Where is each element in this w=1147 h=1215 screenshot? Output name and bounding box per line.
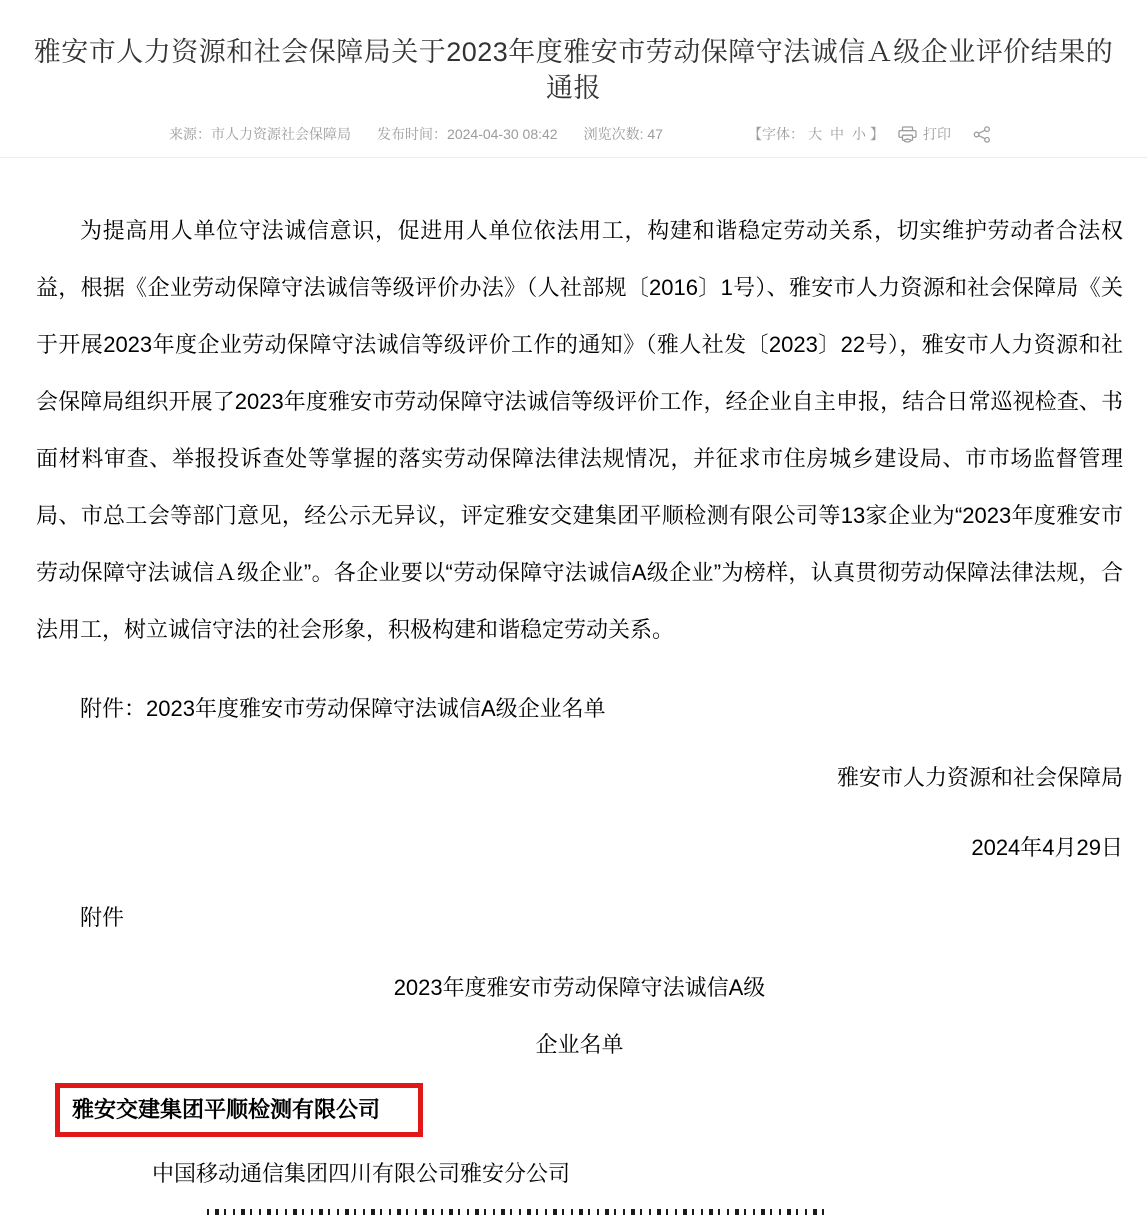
attachment-ref: 附件：2023年度雅安市劳动保障守法诚信A级企业名单	[80, 696, 606, 722]
meta-source	[169, 124, 351, 144]
meta-views	[584, 124, 663, 144]
meta-views-value: 47	[647, 126, 663, 143]
issuer-signature: 雅安市人力资源和社会保障局	[836, 765, 1123, 791]
company-item: 中国移动通信集团四川有限公司雅安分公司	[152, 1161, 571, 1187]
issue-date: 2024年4月29日	[971, 835, 1123, 861]
font-size-widget	[748, 124, 884, 144]
meta-publish	[377, 124, 558, 144]
print-label: 打印	[922, 126, 951, 143]
share-icon	[973, 126, 991, 143]
font-size-small[interactable]: 小	[851, 126, 866, 143]
font-size-medium[interactable]: 中	[829, 126, 844, 143]
attachment-title-line2: 企业名单	[535, 1032, 624, 1058]
company-list	[36, 1083, 1123, 1137]
clipped-text-line	[207, 1209, 827, 1215]
company-item-highlighted: 雅安交建集团平顺检测有限公司	[55, 1083, 423, 1137]
attachment-title-line1: 2023年度雅安市劳动保障守法诚信A级	[393, 975, 766, 1001]
share-button[interactable]	[973, 126, 991, 143]
meta-source-label: 来源：	[169, 126, 212, 143]
print-button[interactable]	[898, 124, 951, 144]
meta-toolbar	[748, 124, 991, 144]
meta-views-label: 浏览次数:	[583, 126, 644, 143]
meta-row	[0, 124, 1147, 144]
page-title: 雅安市人力资源和社会保障局关于2023年度雅安市劳动保障守法诚信Ａ级企业评价结果的通报	[33, 37, 1114, 104]
meta-source-value: 市人力资源社会保障局	[211, 126, 352, 143]
meta-publish-value: 2024-04-30 08:42	[447, 126, 558, 143]
article-body	[0, 158, 1147, 1215]
attachment-heading: 附件	[80, 905, 125, 931]
document-page	[0, 18, 1147, 1185]
printer-icon	[898, 126, 917, 143]
article-paragraph: 为提高用人单位守法诚信意识，促进用人单位依法用工，构建和谐稳定劳动关系，切实维护劳动者合法权益，根据《企业劳动保障守法诚信等级评价办法》（人社部规〔2016〕1号）、雅安市人力资源和社会保障局《关于开展2023年度企业劳动保障守法诚信等级评价工作的通知》（雅人社发〔2023〕22号），雅安市人力资源和社会保障局组织开展了2023年度雅安市劳动保障守法诚信等级评价工作，经企业自主申报，结合日常巡视检查、书面材料审查、举报投诉查处等掌握的落实劳动保障法律法规情况，并征求市住房城乡建设局、市市场监督管理局、市总工会等部门意见，经公示无异议，评定雅安交建集团平顺检测有限公司等13家企业为“2023年度雅安市劳动保障守法诚信Ａ级企业”。各企业要以“劳动保障守法诚信A级企业”为榜样，认真贯彻劳动保障法律法规，合法用工，树立诚信守法的社会形象，积极构建和谐稳定劳动关系。	[36, 218, 1123, 643]
font-widget-prefix: 【字体：	[747, 126, 804, 143]
font-size-large[interactable]: 大	[807, 126, 822, 143]
meta-publish-label: 发布时间：	[377, 126, 448, 143]
font-widget-suffix: 】	[869, 126, 884, 143]
